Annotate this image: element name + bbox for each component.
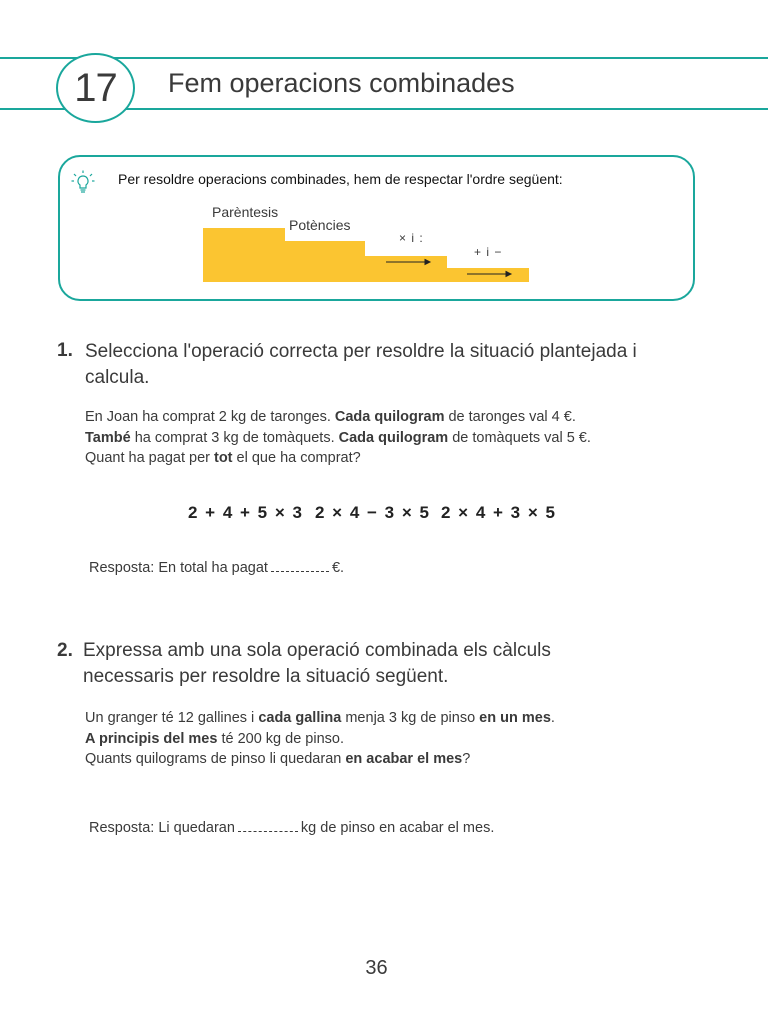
answer-unit: €. — [331, 560, 345, 576]
operation-option-1[interactable]: 2 + 4 + 5 × 3 — [188, 503, 304, 522]
stair-step-1 — [203, 228, 285, 282]
exercise-2-question-line2: necessaris per resoldre la situació següent. — [83, 666, 449, 687]
exercise-2-statement — [85, 708, 725, 770]
statement-line: Un granger té 12 gallines i cada gallina menja 3 kg de pinso en un mes. — [85, 710, 555, 726]
operation-option-2[interactable]: 2 × 4 − 3 × 5 — [315, 503, 431, 522]
answer-label: Resposta: Li quedaran — [89, 820, 235, 836]
lightbulb-icon — [70, 169, 96, 195]
exercise-2-number: 2. — [57, 640, 73, 661]
statement-line: En Joan ha comprat 2 kg de taronges. Cada quilogram de taronges val 4 €. — [85, 409, 576, 425]
exercise-1-question — [85, 339, 725, 391]
exercise-2-question-line1: Expressa amb una sola operació combinada els càlculs — [83, 640, 551, 661]
page-number: 36 — [365, 957, 388, 979]
stair-step-2 — [283, 241, 365, 282]
step-parentesis: Parèntesis — [212, 204, 279, 220]
step-add-subtract: + i − — [474, 245, 503, 259]
exercise-1-number: 1. — [57, 340, 73, 361]
answer-blank[interactable] — [271, 557, 329, 572]
page-title: Fem operacions combinades — [168, 68, 515, 98]
step-multiply-divide: × i : — [399, 231, 424, 245]
answer-blank[interactable] — [238, 817, 298, 832]
exercise-2-question — [83, 638, 723, 690]
tip-text: Per resoldre operacions combinades, hem de respectar l'ordre següent: — [118, 171, 563, 187]
unit-number: 17 — [56, 53, 135, 123]
exercise-1-question-line1: Selecciona l'operació correcta per resoldre la situació plantejada i — [85, 341, 637, 362]
exercise-1-question-line2: calcula. — [85, 367, 150, 388]
stair-step-4 — [445, 268, 529, 282]
statement-line: Quant ha pagat per tot el que ha comprat? — [85, 450, 361, 466]
exercise-1-statement — [85, 407, 725, 469]
exercise-1-answer — [89, 557, 344, 576]
stair-step-3 — [363, 256, 447, 282]
exercise-2-answer — [89, 817, 494, 836]
statement-line: Quants quilograms de pinso li quedaran en acabar el mes? — [85, 751, 471, 767]
step-potencies: Potències — [289, 217, 351, 233]
answer-label: Resposta: En total ha pagat — [89, 560, 268, 576]
statement-line: També ha comprat 3 kg de tomàquets. Cada quilogram de tomàquets val 5 €. — [85, 429, 591, 446]
operation-option-3[interactable]: 2 × 4 + 3 × 5 — [441, 503, 557, 522]
answer-unit: kg de pinso en acabar el mes. — [300, 820, 495, 836]
statement-line: A principis del mes té 200 kg de pinso. — [85, 730, 344, 747]
